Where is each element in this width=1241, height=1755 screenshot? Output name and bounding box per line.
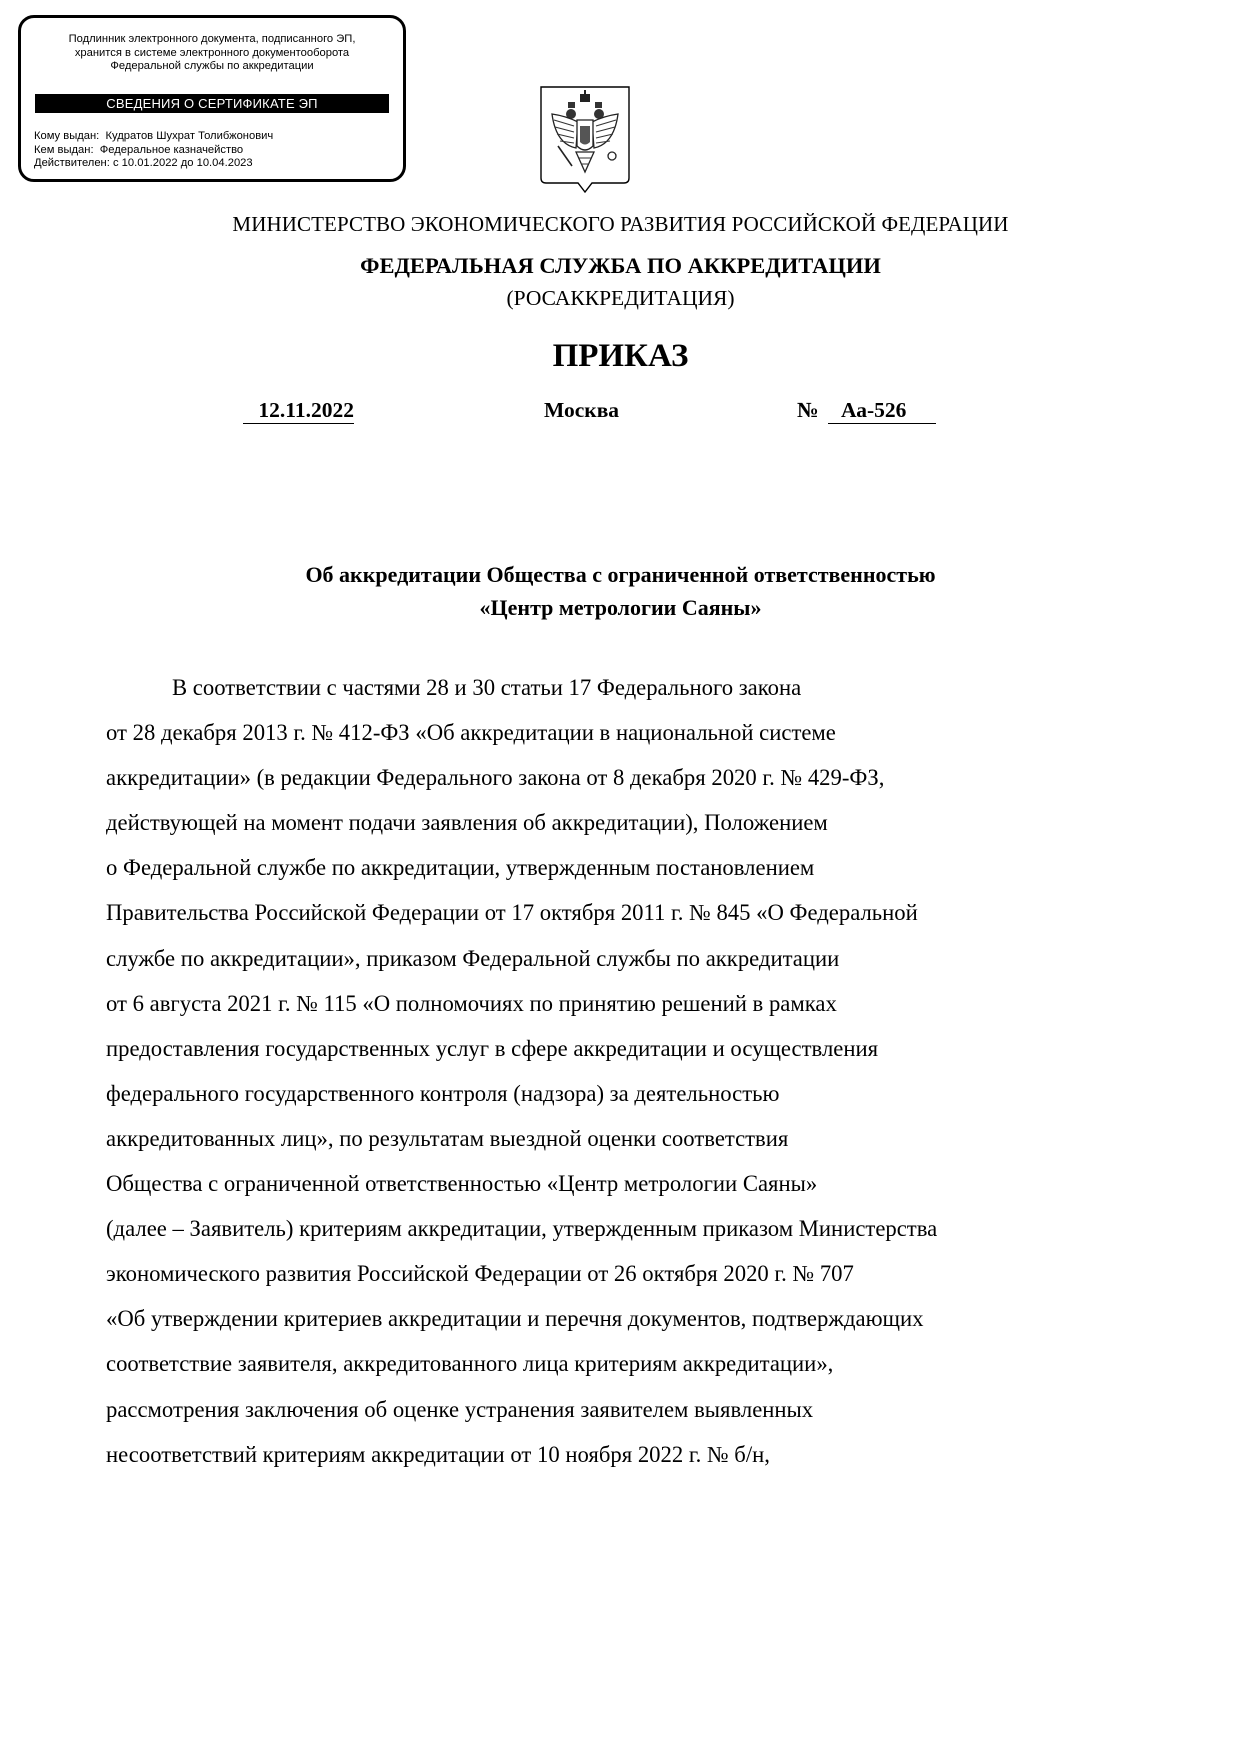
order-number: Аа-526 xyxy=(828,398,936,424)
body-line: предоставления государственных услуг в сфере аккредитации и осуществления xyxy=(106,1035,879,1061)
stamp-issued-to xyxy=(34,130,273,144)
stamp-note-line: Подлинник электронного документа, подписанного ЭП, xyxy=(68,33,356,45)
body-line: соответствие заявителя, аккредитованного лица критериям аккредитации», xyxy=(106,1351,834,1377)
body-line: федерального государственного контроля (надзора) за деятельностью xyxy=(106,1080,780,1106)
stamp-certificate-details xyxy=(34,130,273,171)
validity-value: с 10.01.2022 до 10.04.2023 xyxy=(112,157,253,169)
body-line: службе по аккредитации», приказом Федеральной службы по аккредитации xyxy=(106,945,840,971)
validity-label: Действителен: xyxy=(34,157,110,169)
body-line: рассмотрения заключения об оценке устранения заявителем выявленных xyxy=(106,1396,814,1422)
stamp-certificate-header: СВЕДЕНИЯ О СЕРТИФИКАТЕ ЭП xyxy=(35,94,389,113)
body-line: аккредитации» (в редакции Федерального закона от 8 декабря 2020 г. № 429-ФЗ, xyxy=(106,765,885,791)
order-city: Москва xyxy=(544,398,620,422)
issued-by-value: Федеральное казначейство xyxy=(99,143,244,156)
body-line: аккредитованных лиц», по результатам выездной оценки соответствия xyxy=(106,1125,789,1151)
order-number-sign: № xyxy=(797,398,819,422)
ministry-name: МИНИСТЕРСТВО ЭКОНОМИЧЕСКОГО РАЗВИТИЯ РОССИЙСКОЙ ФЕДЕРАЦИИ xyxy=(232,212,1009,236)
stamp-validity xyxy=(34,157,273,171)
order-date: 12.11.2022 xyxy=(243,398,354,424)
body-line: о Федеральной службе по аккредитации, утвержденным постановлением xyxy=(106,855,815,881)
body-line: действующей на момент подачи заявления об аккредитации), Положением xyxy=(106,810,828,836)
coat-of-arms-icon xyxy=(540,86,630,193)
body-line: несоответствий критериям аккредитации от 10 ноября 2022 г. № б/н, xyxy=(106,1441,770,1467)
stamp-note-line: хранится в системе электронного документооборота xyxy=(74,46,350,59)
body-line: «Об утверждении критериев аккредитации и перечня документов, подтверждающих xyxy=(106,1306,924,1332)
agency-name: ФЕДЕРАЛЬНАЯ СЛУЖБА ПО АККРЕДИТАЦИИ xyxy=(360,253,881,278)
stamp-note-line: Федеральной службы по аккредитации xyxy=(110,60,314,72)
order-body xyxy=(106,665,1056,1477)
e-signature-stamp xyxy=(18,15,406,182)
issued-to-label: Кому выдан: xyxy=(34,130,100,142)
stamp-note xyxy=(21,33,403,74)
body-line: от 6 августа 2021 г. № 115 «О полномочиях по принятию решений в рамках xyxy=(106,990,837,1016)
issued-to-value: Кудратов Шухрат Толибжонович xyxy=(105,130,274,142)
order-subject xyxy=(0,558,1241,624)
body-line: Общества с ограниченной ответственностью «Центр метрологии Саяны» xyxy=(106,1171,818,1197)
body-line: Правительства Российской Федерации от 17 октября 2011 г. № 845 «О Федеральной xyxy=(106,900,918,926)
document-type: ПРИКАЗ xyxy=(552,338,689,374)
issued-by-label: Кем выдан: xyxy=(34,143,94,156)
body-line: от 28 декабря 2013 г. № 412-ФЗ «Об аккредитации в национальной системе xyxy=(106,720,836,746)
agency-abbreviation: (РОСАККРЕДИТАЦИЯ) xyxy=(506,286,735,310)
body-line: В соответствии с частями 28 и 30 статьи 17 Федерального закона xyxy=(172,675,802,700)
subject-line: Об аккредитации Общества с ограниченной ответственностью xyxy=(305,562,936,587)
body-line: экономического развития Российской Федерации от 26 октября 2020 г. № 707 xyxy=(106,1261,854,1287)
subject-line: «Центр метрологии Саяны» xyxy=(479,595,762,620)
stamp-issued-by xyxy=(34,144,273,158)
body-line: (далее – Заявитель) критериям аккредитации, утвержденным приказом Министерства xyxy=(106,1216,938,1242)
